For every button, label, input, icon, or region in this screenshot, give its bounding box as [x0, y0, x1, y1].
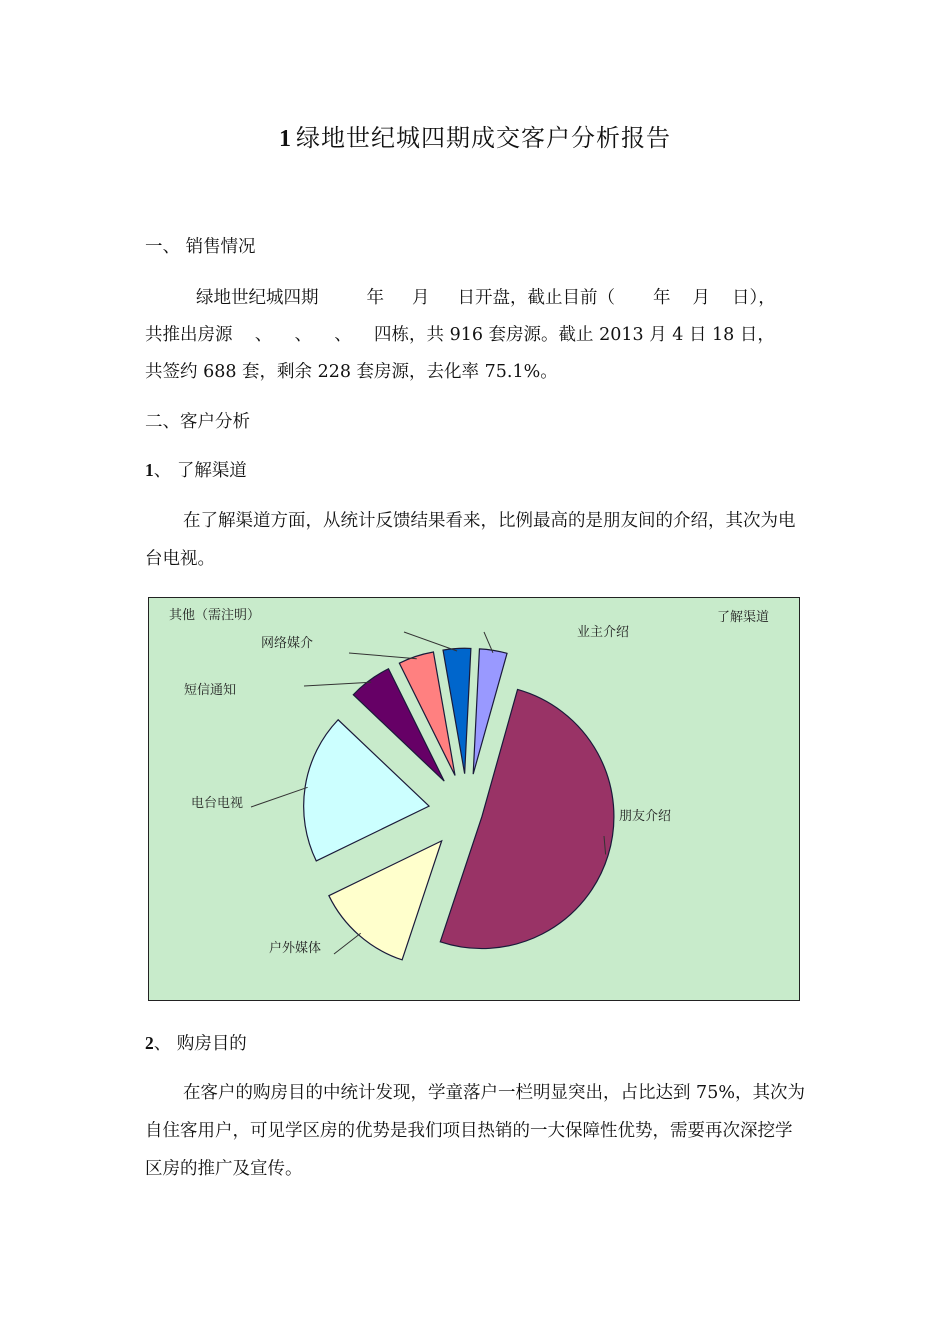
- document-title: 1 绿地世纪城四期成交客户分析报告: [279, 124, 671, 152]
- pie-label-3: 户外媒体: [269, 941, 322, 956]
- section1-heading: 一、 销售情况: [145, 237, 256, 257]
- pie-leader-5: [304, 682, 371, 686]
- pie-slice-3: [329, 841, 442, 960]
- pie-label-2: 朋友介绍: [619, 809, 672, 824]
- sales-paragraph-line1: 绿地世纪城四期 年 月 日开盘，截止目前（ 年 月 日），: [196, 288, 776, 308]
- pie-label-1: 业主介绍: [577, 625, 630, 640]
- channel-pie-chart: [148, 597, 800, 1001]
- section2-heading: 二、客户分析: [145, 412, 250, 432]
- subsection1-heading: 1、 了解渠道: [145, 460, 247, 481]
- pie-leader-6: [349, 653, 417, 659]
- sales-paragraph-line3: 共签约 688 套，剩余 228 套房源，去化率 75.1%。: [145, 362, 558, 382]
- subsection2-heading: 2、 购房目的: [145, 1033, 247, 1054]
- channel-paragraph: 在了解渠道方面，从统计反馈结果看来，比例最高的是朋友间的介绍，其次为电台电视。: [145, 511, 796, 569]
- pie-label-6: 网络媒介: [261, 636, 314, 651]
- pie-leader-3: [334, 933, 361, 954]
- chart-title: 了解渠道: [717, 610, 770, 625]
- pie-label-7: 其他（需注明）: [169, 608, 261, 623]
- pie-leader-4: [251, 787, 308, 807]
- sales-paragraph-line2: 共推出房源 、 、 、 四栋，共 916 套房源。截止 2013 月 4 日 18 日，: [145, 325, 775, 345]
- pie-label-4: 电台电视: [191, 796, 244, 811]
- pie-leader-7: [404, 632, 457, 651]
- pie-label-5: 短信通知: [184, 683, 237, 698]
- pie-svg: [149, 598, 801, 1002]
- purpose-paragraph: 在客户的购房目的中统计发现，学童落户一栏明显突出，占比达到 75%，其次为自住客用户，可见学区房的优势是我们项目热销的一大保障性优势，需要再次深挖学区房的推广及宣传。: [145, 1083, 805, 1179]
